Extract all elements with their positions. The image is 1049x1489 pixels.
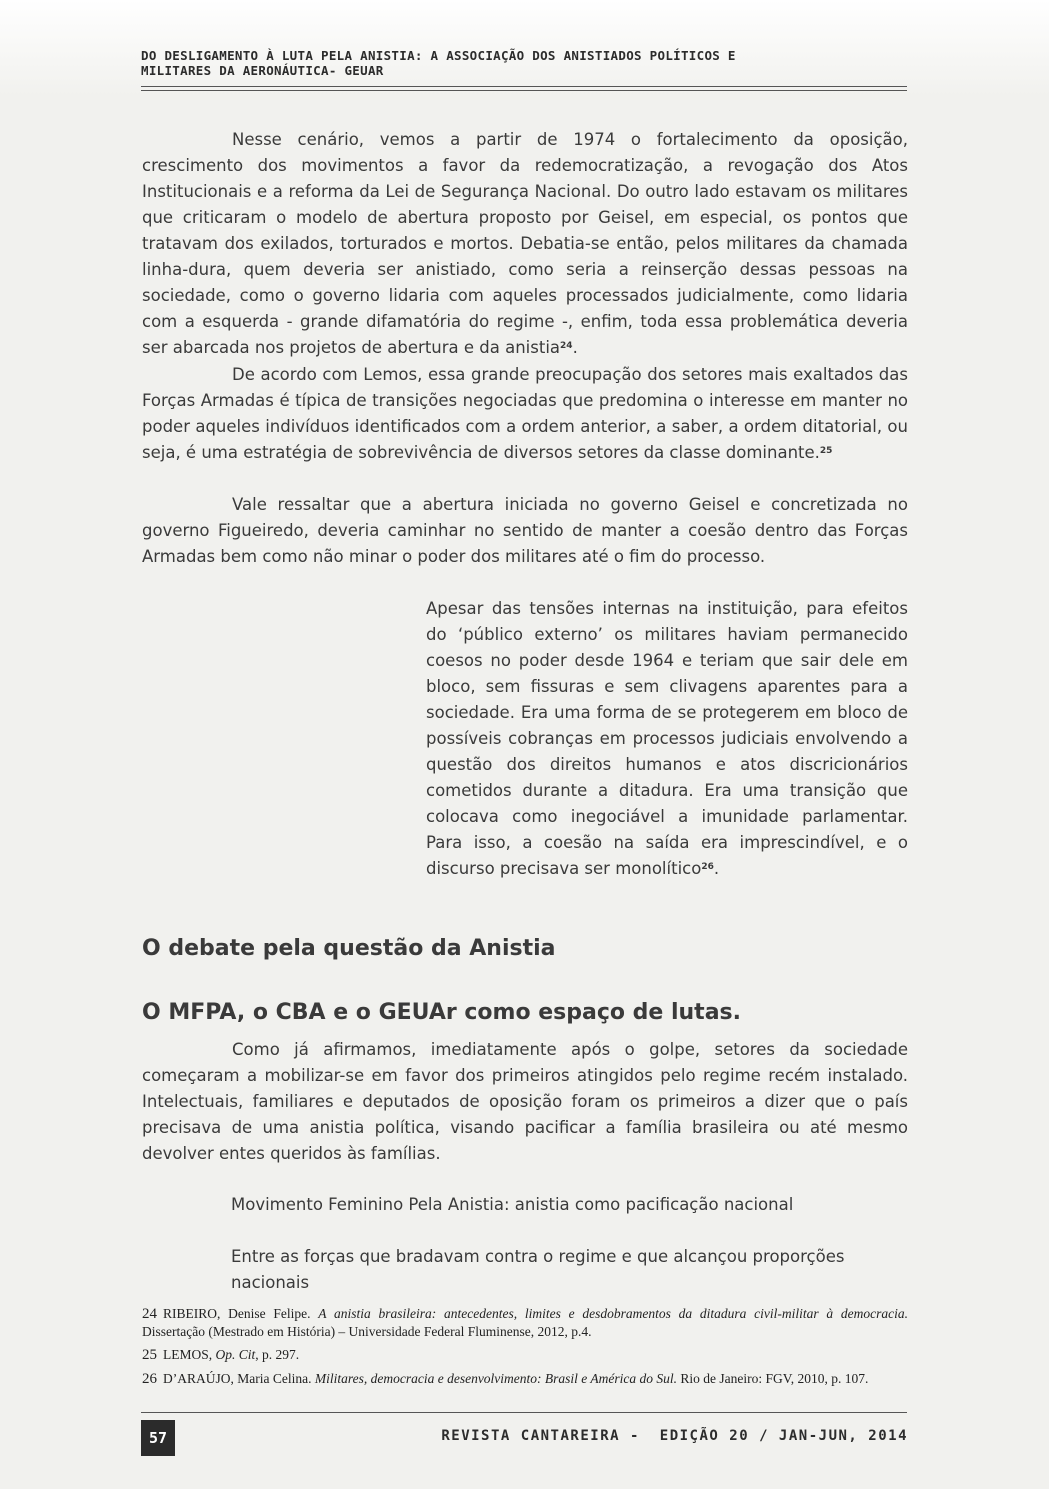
footnote-title: A anistia brasileira: antecedentes, limites e desdobramentos da ditadura civil-militar à democracia. (318, 1306, 908, 1321)
footnote-author: LEMOS, (163, 1347, 216, 1362)
journal-footer: REVISTA CANTAREIRA - EDIÇÃO 20 / JAN-JUN, 2014 (441, 1428, 908, 1444)
movement-subheading: Movimento Feminino Pela Anistia: anistia como pacificação nacional (231, 1195, 794, 1214)
block-quote-text: Apesar das tensões internas na instituição, para efeitos do ‘público externo’ os militares haviam permanecido coesos no poder desde 1964 e teriam que sair dele em bloco, sem fissuras e sem clivagens aparentes para a sociedade. Era uma forma de se protegerem em bloco de possíveis cobranças em processos judiciais envolvendo a questão dos direitos humanos e atos discricionários cometidos durante a ditadura. Era uma transição que colocava como inegociável a imunidade parlamentar. Para isso, a coesão na saída era imprescindível, e o discurso precisava ser monolítico (426, 599, 908, 878)
footnote-number: 26 (142, 1371, 157, 1387)
block-quote-end: . (713, 859, 720, 878)
footnote-author: D’ARAÚJO, Maria Celina. (163, 1371, 315, 1386)
footer-rule (141, 1412, 907, 1413)
footnote-ref-25[interactable]: 25 (819, 446, 833, 456)
footnote-title: Militares, democracia e desenvolvimento: Brasil e América do Sul. (314, 1371, 678, 1386)
footnote-details: Rio de Janeiro: FGV, 2010, p. 107. (677, 1371, 869, 1386)
footnote-number: 25 (142, 1347, 157, 1363)
paragraph-5: Entre as forças que bradavam contra o regime e que alcançou proporções nacionais (231, 1247, 845, 1292)
block-quote (426, 596, 908, 882)
footnote-24 (142, 1305, 908, 1340)
footnote-25 (142, 1346, 908, 1364)
footnote-details: Dissertação (Mestrado em História) – Universidade Federal Fluminense, 2012, p.4. (142, 1324, 592, 1339)
paragraph-2-text: De acordo com Lemos, essa grande preocupação dos setores mais exaltados das Forças Armadas é típica de transições negociadas que predomina o interesse em manter no poder aqueles indivíduos identificados com a ordem anterior, a saber, a ordem ditatorial, ou seja, é uma estratégia de sobrevivência de diversos setores da classe dominante. (142, 365, 908, 462)
paragraph-1-text: Nesse cenário, vemos a partir de 1974 o fortalecimento da oposição, crescimento dos movimentos a favor da redemocratização, a revogação dos Atos Institucionais e a reforma da Lei de Segurança Nacional. Do outro lado estavam os militares que criticaram o modelo de abertura proposto por Geisel, em especial, os pontos que tratavam dos exilados, torturados e mortos. Debatia-se então, pelos militares da chamada linha-dura, quem deveria ser anistiado, como seria a reinserção dessas pessoas na sociedade, como o governo lidaria com aqueles processados judicialmente, como lidaria com a esquerda - grande difamatória do regime -, enfim, toda essa problemática deveria ser abarcada nos projetos de abertura e da anistia (142, 130, 908, 357)
footnote-details: , p. 297. (255, 1347, 300, 1362)
footnote-author: RIBEIRO, Denise Felipe. (163, 1306, 319, 1321)
footnote-26 (142, 1370, 908, 1388)
footnote-ref-26[interactable]: 26 (701, 862, 714, 872)
section-heading: O debate pela questão da Anistia (142, 936, 556, 961)
page-number: 57 (148, 1429, 168, 1447)
footnote-ref-24[interactable]: 24 (560, 341, 573, 351)
header-rule-secondary (141, 90, 907, 91)
paragraph-1-end: . (572, 338, 578, 357)
paragraph-2 (142, 362, 908, 466)
footnote-number: 24 (142, 1306, 157, 1322)
paragraph-4: Como já afirmamos, imediatamente após o golpe, setores da sociedade começaram a mobilizar-se em favor dos primeiros atingidos pelo regime recém instalado. Intelectuais, familiares e deputados de oposição foram os primeiros a dizer que o país precisava de uma anistia política, visando pacificar a família brasileira ou até mesmo devolver entes queridos às famílias. (142, 1040, 908, 1163)
footnote-title: Op. Cit (215, 1347, 256, 1362)
running-title: DO DESLIGAMENTO À LUTA PELA ANISTIA: A ASSOCIAÇÃO DOS ANISTIADOS POLÍTICOS E MILITARES DA AERONÁUTICA- GEUAR (141, 48, 736, 78)
footnotes (142, 1305, 908, 1394)
paragraph-1 (142, 127, 908, 361)
subsection-heading: O MFPA, o CBA e o GEUAr como espaço de lutas. (142, 1000, 741, 1025)
page-number-badge (141, 1420, 175, 1456)
paragraph-3: Vale ressaltar que a abertura iniciada no governo Geisel e concretizada no governo Figueiredo, deveria caminhar no sentido de manter a coesão dentro das Forças Armadas bem como não minar o poder dos militares até o fim do processo. (142, 495, 908, 566)
header-rule (141, 86, 907, 87)
